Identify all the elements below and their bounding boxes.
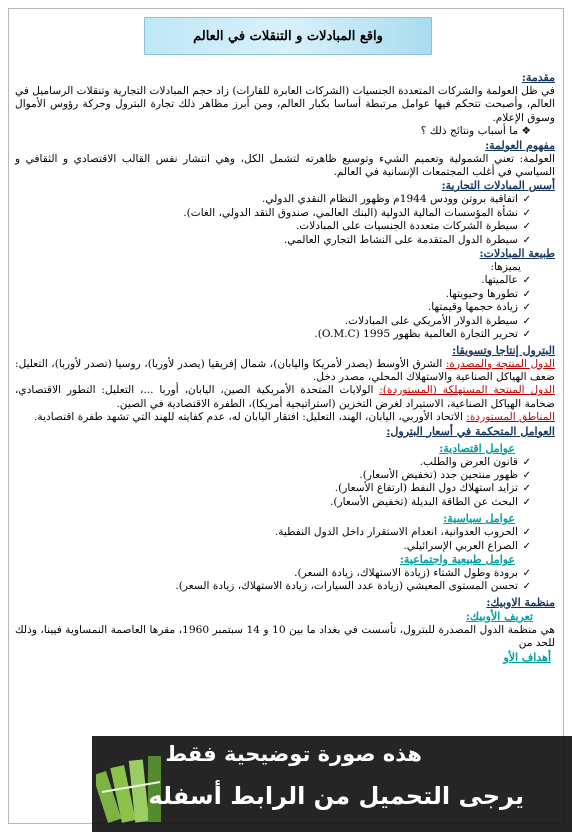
consumers-text: الولايات المتحدة الأمريكية الصين، اليابان، أوربا ...، التعليل: التطور الاقتصادي، ضخامة الهياكل الصناعية، الاستيراد لغرض التخزين (استراتيجية أمريكا)، الطفرة الاقتصادية في الصين. — [15, 384, 555, 410]
list-item: ✓ سيطرة الدول المتقدمة على النشاط التجاري العالمي. — [15, 234, 531, 247]
economic-list — [15, 456, 531, 510]
list-item: ✓ تزايد استهلاك دول النفط (ارتفاع الأسعار). — [15, 482, 531, 495]
economic-heading: عوامل اقتصادية: — [439, 441, 515, 455]
intro-text: في ظل العولمة والشركات المتعددة الجنسيات (الشركات العابرة للقارات) زاد حجم المبادلات التجارية وتنقلات الرساميل في العالم، وأصبحت تتحكم فيها عوامل مرتبطة أساسا بكبار العالم، ومن أبرز مظاهر ذلك تجارة البترول وحركة رؤوس الأموال وسوق الإعلام. — [15, 85, 555, 124]
oil-consumers — [15, 384, 555, 411]
list-item: ✓ برودة وطول الشتاء (زيادة الاستهلاك، زيادة السعر). — [15, 567, 531, 580]
list-item: ✓ اتفاقية بروتن وودس 1944م وظهور النظام النقدي الدولي. — [15, 193, 531, 206]
intro-heading: مقدمة: — [521, 71, 555, 84]
list-item: ✓ تحرير التجارة العالمية بظهور 1995 (O.M.C). — [15, 328, 531, 341]
list-item: ✓ تحسن المستوى المعيشي (زيادة عدد السيارات، زيادة الاستهلاك، زيادة السعر). — [15, 580, 531, 593]
producers-text: الشرق الأوسط (يصدر لأمريكا واليابان)، شمال إفريقيا (يصدر لأوربا)، روسيا (تصدر لأوربا)، التعليل: ضعف الهياكل الصناعية والاستهلاك المحلي، مصدر دخل. — [15, 357, 555, 383]
list-item: ✓ نشأة المؤسسات المالية الدولية (البنك العالمي، صندوق النقد الدولي، الغات). — [15, 207, 531, 220]
importers-text: الاتحاد الأوربي، اليابان، الهند، التعليل: افتقار اليابان له، عدم كفايته للهند التي تشهد طفرة اقتصادية. — [34, 411, 463, 424]
opec-goals-heading: أهداف الأو — [503, 650, 551, 664]
opec-definition-heading: تعريف الأوبيك: — [465, 609, 533, 623]
oil-heading: البترول إنتاجا وتسويقا: — [452, 343, 555, 357]
foundations-heading: أسس المبادلات التجارية: — [441, 179, 555, 193]
opec-definition-text: هي منظمة الدول المصدرة للبترول، تأسست في بغداد ما بين 10 و 14 سبتمبر 1960، مقرها العاصمة النمساوية فيينا، وذلك للحد من — [15, 623, 555, 650]
natural-list — [15, 567, 531, 594]
globalization-heading: مفهوم العولمة: — [485, 138, 555, 152]
list-item: ✓ سيطرة الشركات متعددة الجنسيات على المبادلات. — [15, 220, 531, 233]
list-item: ✓ الحروب العدوانية، انعدام الاستقرار داخل الدول النفطية. — [15, 526, 531, 539]
nature-list — [15, 274, 531, 341]
nature-heading: طبيعة المبادلات: — [479, 247, 555, 261]
list-item: ✓ سيطرة الدولار الأمريكي على المبادلات. — [15, 315, 531, 328]
importers-label: المناطق المستوردة: — [466, 411, 555, 424]
watermark-banner — [92, 736, 572, 832]
producers-label: الدول المنتجة والمصدرة: — [445, 357, 555, 370]
political-list — [15, 526, 531, 553]
political-heading: عوامل سياسية: — [443, 512, 515, 526]
oil-producers — [15, 358, 555, 385]
consumers-label: الدول المنتجة المستهلكة (المستوردة): — [379, 384, 555, 397]
globalization-text: العولمة: تعني الشمولية وتعميم الشيء وتوسيع ظاهرته لتشمل الكل، وهي انتشار نفس القالب الاقتصادي و الثقافي و السياسي في أغلب المجتمعات الإنسانية في العالم. — [15, 152, 555, 179]
list-item: ✓ البحث عن الطاقة البديلة (تخفيض الأسعار). — [15, 496, 531, 509]
watermark-line1: هذه صورة توضيحية فقط — [165, 742, 422, 766]
list-item: ✓ قانون العرض والطلب. — [15, 456, 531, 469]
factors-heading: العوامل المتحكمة في أسعار البترول: — [386, 424, 555, 438]
page-title: واقع المبادلات و التنقلات في العالم — [144, 17, 432, 55]
list-item: ✓ الصراع العربي الإسرائيلي. — [15, 540, 531, 553]
nature-lead: يميزها: — [490, 261, 521, 274]
list-item: ✓ تطورها وحيويتها. — [15, 288, 531, 301]
intro-question: ❖ ما أسباب ونتائج ذلك ؟ — [420, 125, 531, 138]
list-item: ✓ زيادة حجمها وقيمتها. — [15, 301, 531, 314]
document-body — [15, 71, 555, 665]
opec-heading: منظمة الاوبيك: — [486, 595, 555, 609]
list-item: ✓ عالميتها. — [15, 274, 531, 287]
natural-heading: عوامل طبيعية واجتماعية: — [399, 552, 515, 566]
watermark-line2: يرجى التحميل من الرابط أسفله — [148, 782, 524, 810]
document-page — [8, 8, 564, 824]
foundations-list — [15, 193, 531, 247]
oil-importers — [15, 411, 555, 424]
list-item: ✓ ظهور منتجين جدد (تخفيض الأسعار). — [15, 469, 531, 482]
